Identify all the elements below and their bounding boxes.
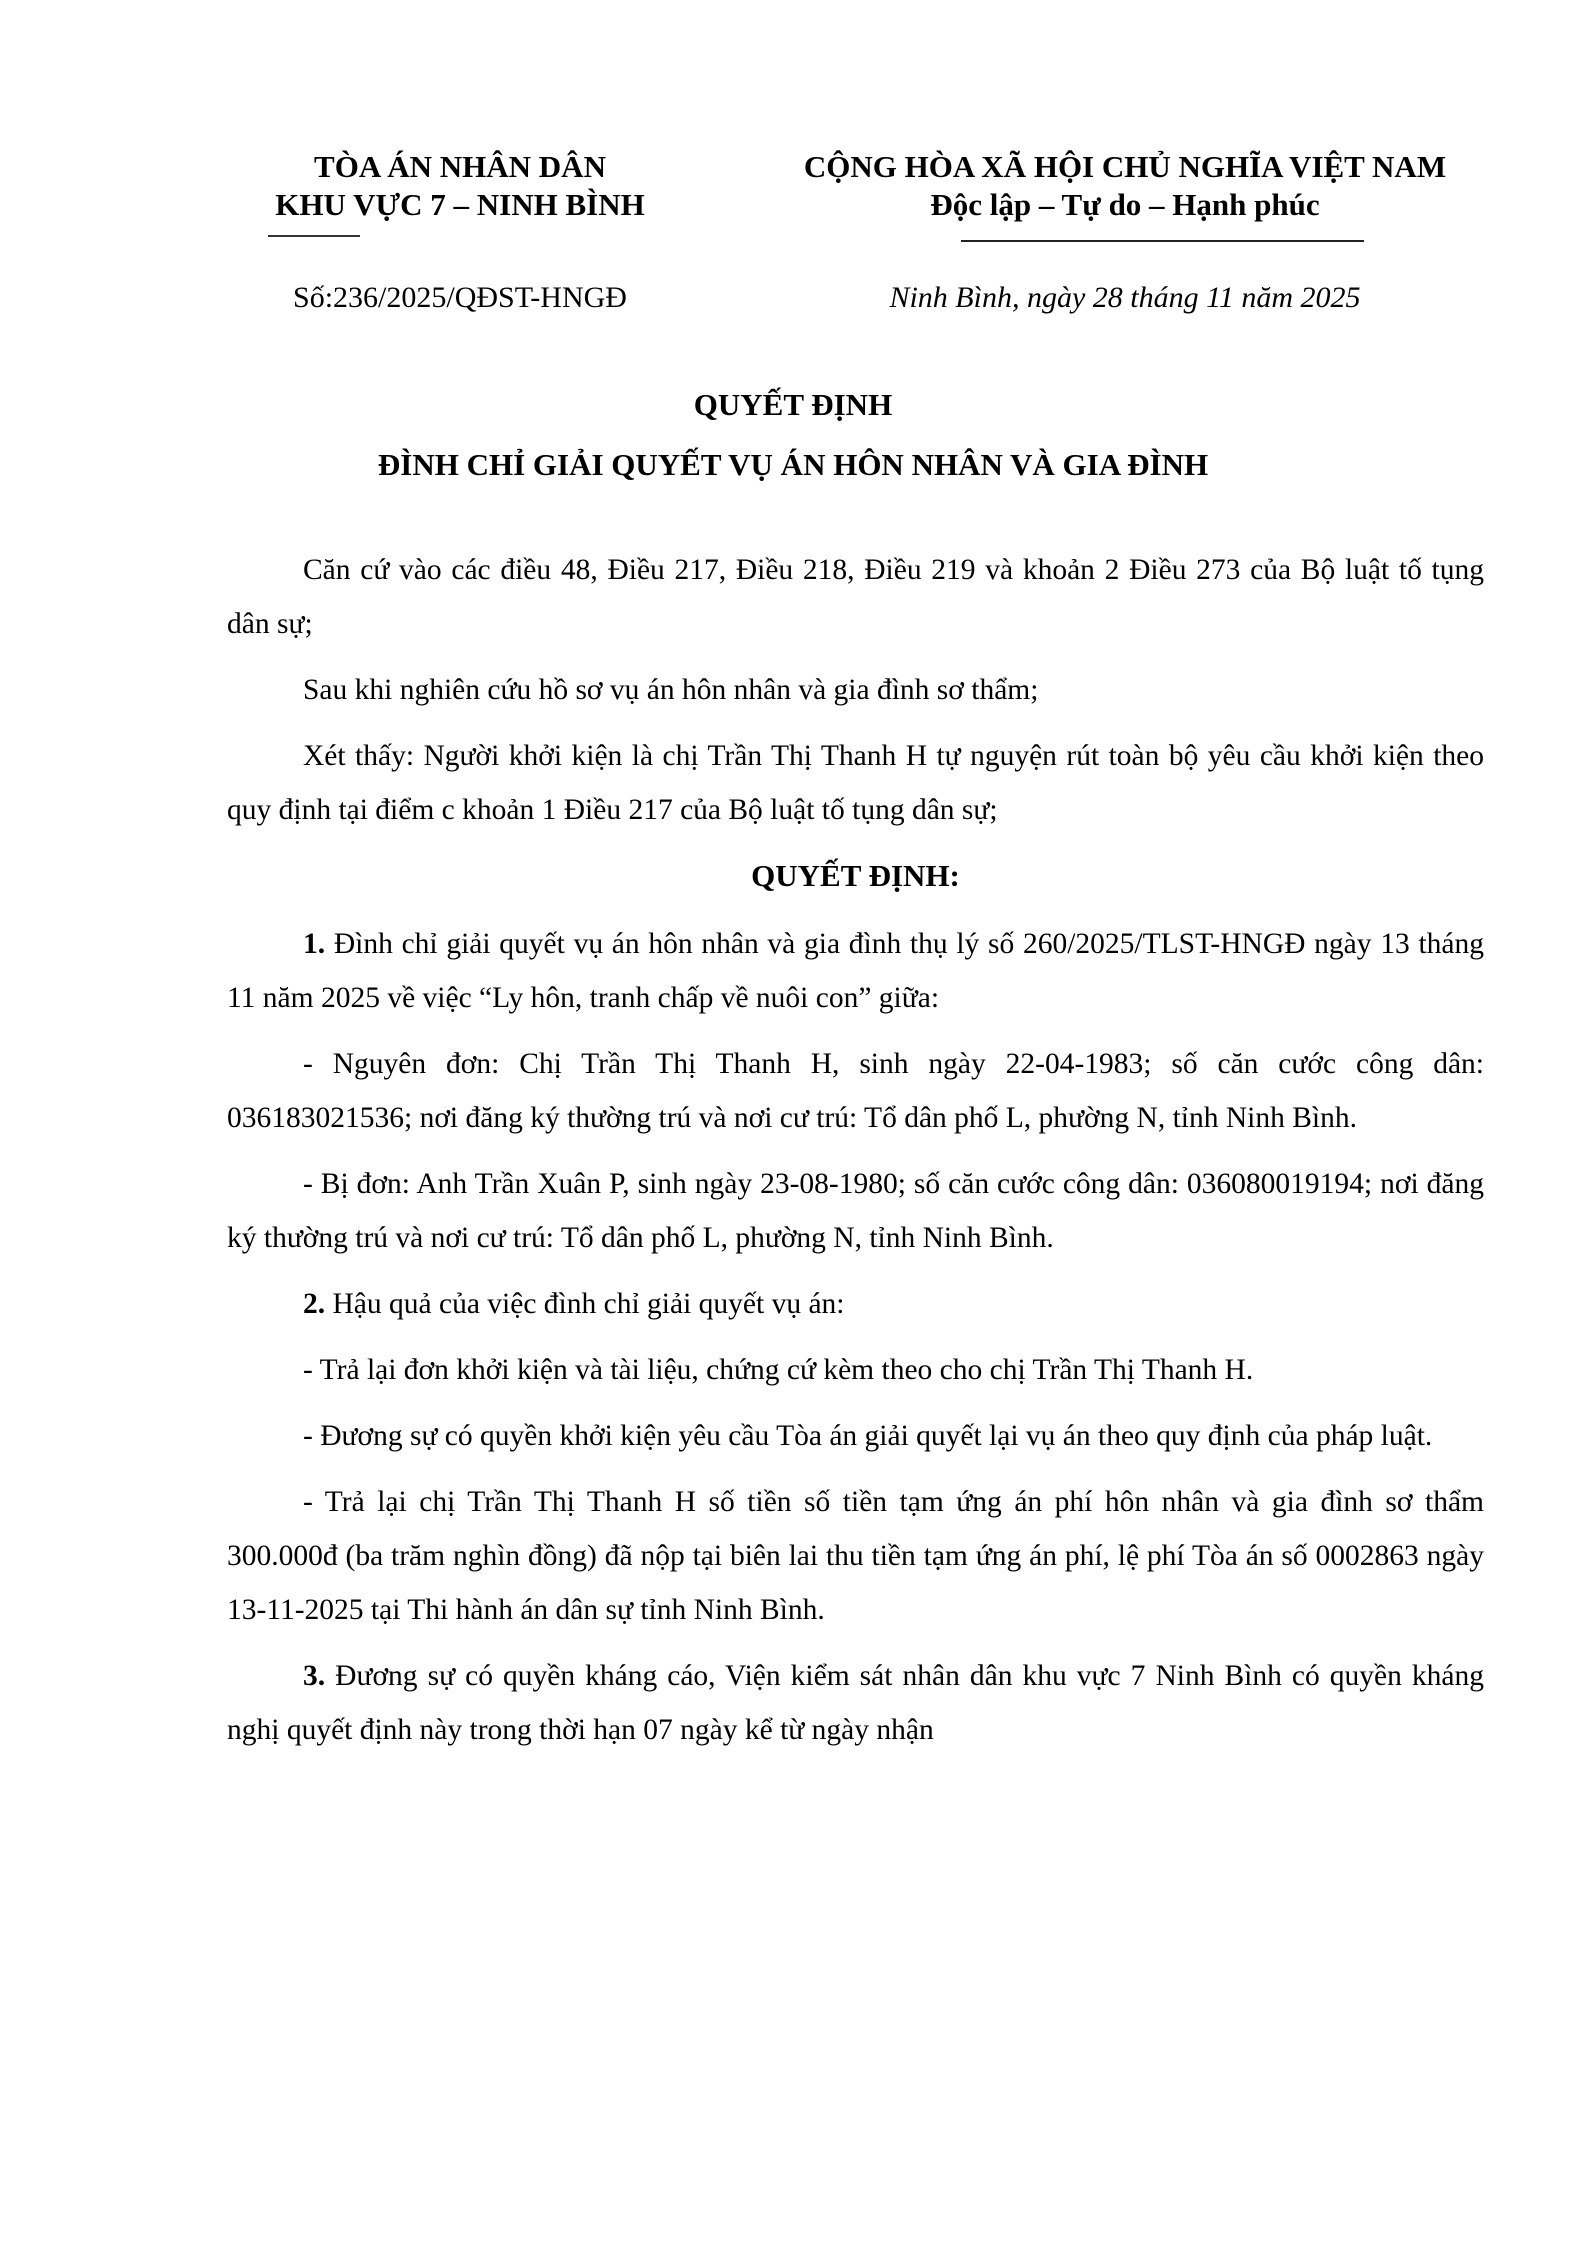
document-number: Số:236/2025/QĐST-HNGĐ	[293, 281, 627, 314]
decision-item-2	[227, 1277, 1484, 1331]
decision-heading: QUYẾT ĐỊNH:	[751, 858, 960, 893]
consequence-right-to-refile: - Đương sự có quyền khởi kiện yêu cầu Tòa án giải quyết lại vụ án theo quy định của pháp luật.	[303, 1420, 1433, 1452]
national-motto: Độc lập – Tự do – Hạnh phúc	[930, 187, 1320, 222]
court-header	[225, 148, 695, 224]
preamble-legal-basis: Căn cứ vào các điều 48, Điều 217, Điều 218, Điều 219 và khoản 2 Điều 273 của Bộ luật tố tụng dân sự;	[227, 554, 1484, 640]
national-motto-underline	[961, 240, 1364, 242]
court-name: TÒA ÁN NHÂN DÂN	[314, 149, 606, 184]
item-text: Đình chỉ giải quyết vụ án hôn nhân và gia đình thụ lý số 260/2025/TLST-HNGĐ ngày 13 tháng 11 năm 2025 về việc “Ly hôn, tranh chấp về nuôi con” giữa:	[227, 928, 1484, 1014]
item-number: 1.	[303, 928, 326, 960]
national-header	[745, 148, 1505, 224]
national-name: CỘNG HÒA XÃ HỘI CHỦ NGHĨA VIỆT NAM	[803, 149, 1447, 184]
court-region: KHU VỰC 7 – NINH BÌNH	[275, 187, 645, 222]
document-title: QUYẾT ĐỊNH	[693, 387, 893, 422]
item-text: Đương sự có quyền kháng cáo, Viện kiểm sát nhân dân khu vực 7 Ninh Bình có quyền kháng nghị quyết định này trong thời hạn 07 ngày kể từ ngày nhận	[227, 1660, 1484, 1746]
court-header-underline	[268, 235, 360, 237]
item-number: 2.	[303, 1288, 326, 1320]
item-text: Hậu quả của việc đình chỉ giải quyết vụ án:	[325, 1288, 845, 1320]
decision-item-3	[227, 1649, 1484, 1757]
plaintiff-info: - Nguyên đơn: Chị Trần Thị Thanh H, sinh ngày 22-04-1983; số căn cước công dân: 036183021536; nơi đăng ký thường trú và nơi cư trú: Tổ dân phố L, phường N, tỉnh Ninh Bình.	[227, 1048, 1484, 1134]
decision-item-1	[227, 917, 1484, 1025]
document-subtitle: ĐÌNH CHỈ GIẢI QUYẾT VỤ ÁN HÔN NHÂN VÀ GIA ĐÌNH	[377, 447, 1209, 482]
preamble-review: Sau khi nghiên cứu hồ sơ vụ án hôn nhân và gia đình sơ thẩm;	[303, 674, 1039, 706]
consequence-return-documents: - Trả lại đơn khởi kiện và tài liệu, chứng cứ kèm theo cho chị Trần Thị Thanh H.	[303, 1354, 1254, 1386]
defendant-info: - Bị đơn: Anh Trần Xuân P, sinh ngày 23-08-1980; số căn cước công dân: 036080019194; nơi đăng ký thường trú và nơi cư trú: Tổ dân phố L, phường N, tỉnh Ninh Bình.	[227, 1168, 1484, 1254]
preamble-finding: Xét thấy: Người khởi kiện là chị Trần Thị Thanh H tự nguyện rút toàn bộ yêu cầu khởi kiện theo quy định tại điểm c khoản 1 Điều 217 của Bộ luật tố tụng dân sự;	[227, 740, 1484, 826]
document-body	[227, 543, 1484, 1769]
consequence-fee-refund: - Trả lại chị Trần Thị Thanh H số tiền số tiền tạm ứng án phí hôn nhân và gia đình sơ thẩm 300.000đ (ba trăm nghìn đồng) đã nộp tại biên lai thu tiền tạm ứng án phí, lệ phí Tòa án số 0002863 ngày 13-11-2025 tại Thi hành án dân sự tỉnh Ninh Bình.	[227, 1486, 1484, 1626]
item-number: 3.	[303, 1660, 326, 1692]
place-and-date: Ninh Bình, ngày 28 tháng 11 năm 2025	[889, 281, 1361, 314]
